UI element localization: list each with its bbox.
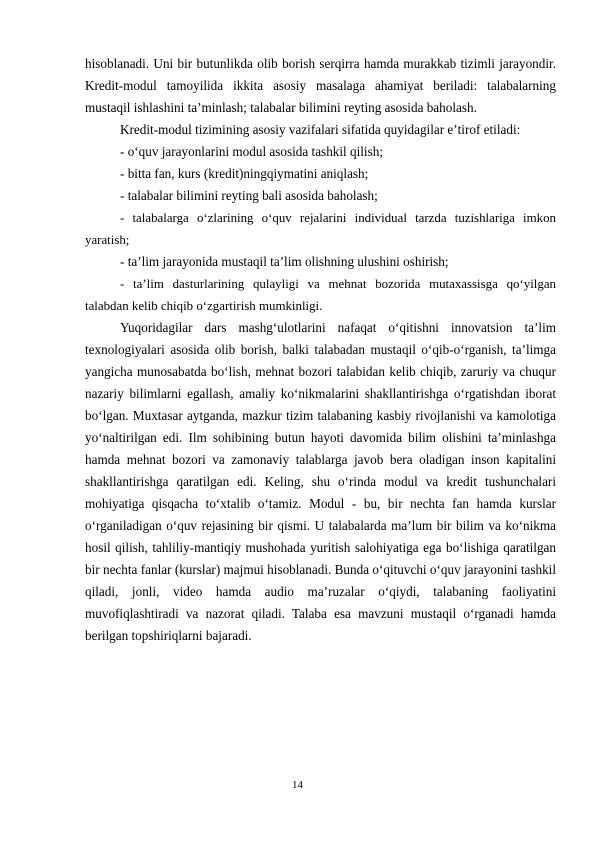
list-item: - oʻquv jarayonlarini modul asosida tashkil qilish;: [120, 144, 383, 159]
page-number: 14: [292, 779, 303, 791]
document-body: [85, 53, 556, 647]
list-item: - talabalarga oʻzlarining oʻquv rejalarini individual tarzda tuzishlariga imkon yaratish;: [85, 211, 556, 247]
paragraph-main: Yuqoridagilar dars mashgʻulotlarini nafaqat oʻqitishni innovatsion taʼlim texnologiyalari asosida olib borish, balki talabadan mustaqil oʻqib-oʻrganish, taʼlimga yangicha munosabatda boʻlish, mehnat bozori talabidan kelib chiqib, zaruriy va chuqur nazariy bilimlarni egallash, amaliy koʻnikmalarini shakllantirishga oʻrgatishdan iborat boʻlgan. Muxtasar aytganda, mazkur tizim talabaning kasbiy rivojlanishi va kamolotiga yoʻnaltirilgan edi. Ilm sohibining butun hayoti davomida bilim olishini taʼminlashga hamda mehnat bozori va zamonaviy talablarga javob bera oladigan inson kapitalini shakllantirishga qaratilgan edi. Keling, shu oʻrinda modul va kredit tushunchalari mohiyatiga qisqacha toʻxtalib oʻtamiz. Modul - bu, bir nechta fan hamda kurslar oʻrganiladigan oʻquv rejasining bir qismi. U talabalarda maʼlum bir bilim va koʻnikma hosil qilish, tahliliy-mantiqiy mushohada yuritish salohiyatiga ega boʻlishiga qaratilgan bir nechta fanlar (kurslar) majmui hisoblanadi. Bunda oʻqituvchi oʻquv jarayonini tashkil qiladi, jonli, video hamda audio maʼruzalar oʻqiydi, talabaning faoliyatini muvofiqlashtiradi va nazorat qiladi. Talaba esa mavzuni mustaqil oʻrganadi hamda berilgan topshiriqlarni bajaradi.: [85, 320, 556, 643]
list-item: - taʼlim dasturlarining qulayligi va mehnat bozorida mutaxassisga qoʻyilgan talabdan kelib chiqib oʻzgartirish mumkinligi.: [85, 277, 556, 313]
list-item: - taʼlim jarayonida mustaqil taʼlim olishning ulushini oshirish;: [120, 254, 449, 269]
paragraph-tasks-heading: Kredit-modul tizimining asosiy vazifalari sifatida quyidagilar eʼtirof etiladi:: [120, 122, 521, 137]
paragraph-intro: hisoblanadi. Uni bir butunlikda olib borish serqirra hamda murakkab tizimli jarayondir. Kredit-modul tamoyilida ikkita asosiy masalaga ahamiyat beriladi: talabalarning mustaqil ishlashini taʼminlash; talabalar bilimini reyting asosida baholash.: [85, 56, 556, 115]
list-item: - bitta fan, kurs (kredit)ningqiymatini aniqlash;: [120, 166, 369, 181]
list-item: - talabalar bilimini reyting bali asosida baholash;: [120, 188, 378, 203]
